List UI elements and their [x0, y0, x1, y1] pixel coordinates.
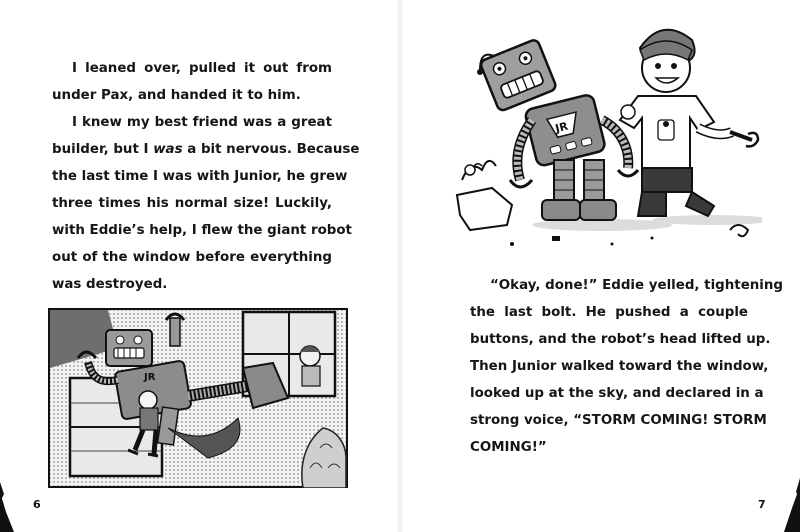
text-line: I leaned over, pulled it out from: [72, 61, 332, 76]
robot-and-boy-illustration: [452, 20, 762, 255]
text-line: COMING!”: [470, 440, 547, 455]
text-line: a bit nervous. Because: [187, 142, 360, 157]
junior-robot: [477, 39, 638, 220]
corner-decoration-icon: [0, 482, 20, 532]
text-line: I knew my best friend was a great: [72, 115, 332, 130]
emphasis-word: was: [153, 142, 183, 157]
right-page: [400, 0, 800, 532]
robot-chest-badge: JR: [554, 119, 570, 136]
paragraph-2: [52, 109, 360, 298]
robot-badge: JR: [144, 372, 156, 383]
comic-panel-illustration: [48, 308, 348, 488]
text-line: buttons, and the robot’s head lifted up.: [470, 332, 771, 347]
text-line: strong voice, “STORM COMING! STORM: [470, 413, 767, 428]
toolbox: [457, 161, 512, 230]
text-line: was destroyed.: [52, 277, 168, 292]
page-number: 6: [33, 498, 41, 511]
text-line: builder, but I: [52, 142, 149, 157]
text-line: looked up at the sky, and declared in a: [470, 386, 764, 401]
corner-decoration-icon: [780, 478, 800, 532]
text-line: under Pax, and handed it to him.: [52, 88, 301, 103]
page-number: 7: [758, 498, 766, 511]
text-line: the last time I was with Junior, he grew: [52, 169, 348, 184]
paragraph-1: [52, 55, 332, 109]
text-line: out of the window before everything: [52, 250, 332, 265]
paragraph-3: [470, 272, 784, 461]
text-line: three times his normal size! Luckily,: [52, 196, 332, 211]
boy-in-window: [300, 346, 320, 386]
text-line: “Okay, done!” Eddie yelled, tightening: [490, 278, 784, 293]
boy-eddie: [620, 30, 758, 216]
text-line: with Eddie’s help, I flew the giant robot: [52, 223, 352, 238]
text-line: the last bolt. He pushed a couple: [470, 305, 748, 320]
text-line: Then Junior walked toward the window,: [470, 359, 769, 374]
